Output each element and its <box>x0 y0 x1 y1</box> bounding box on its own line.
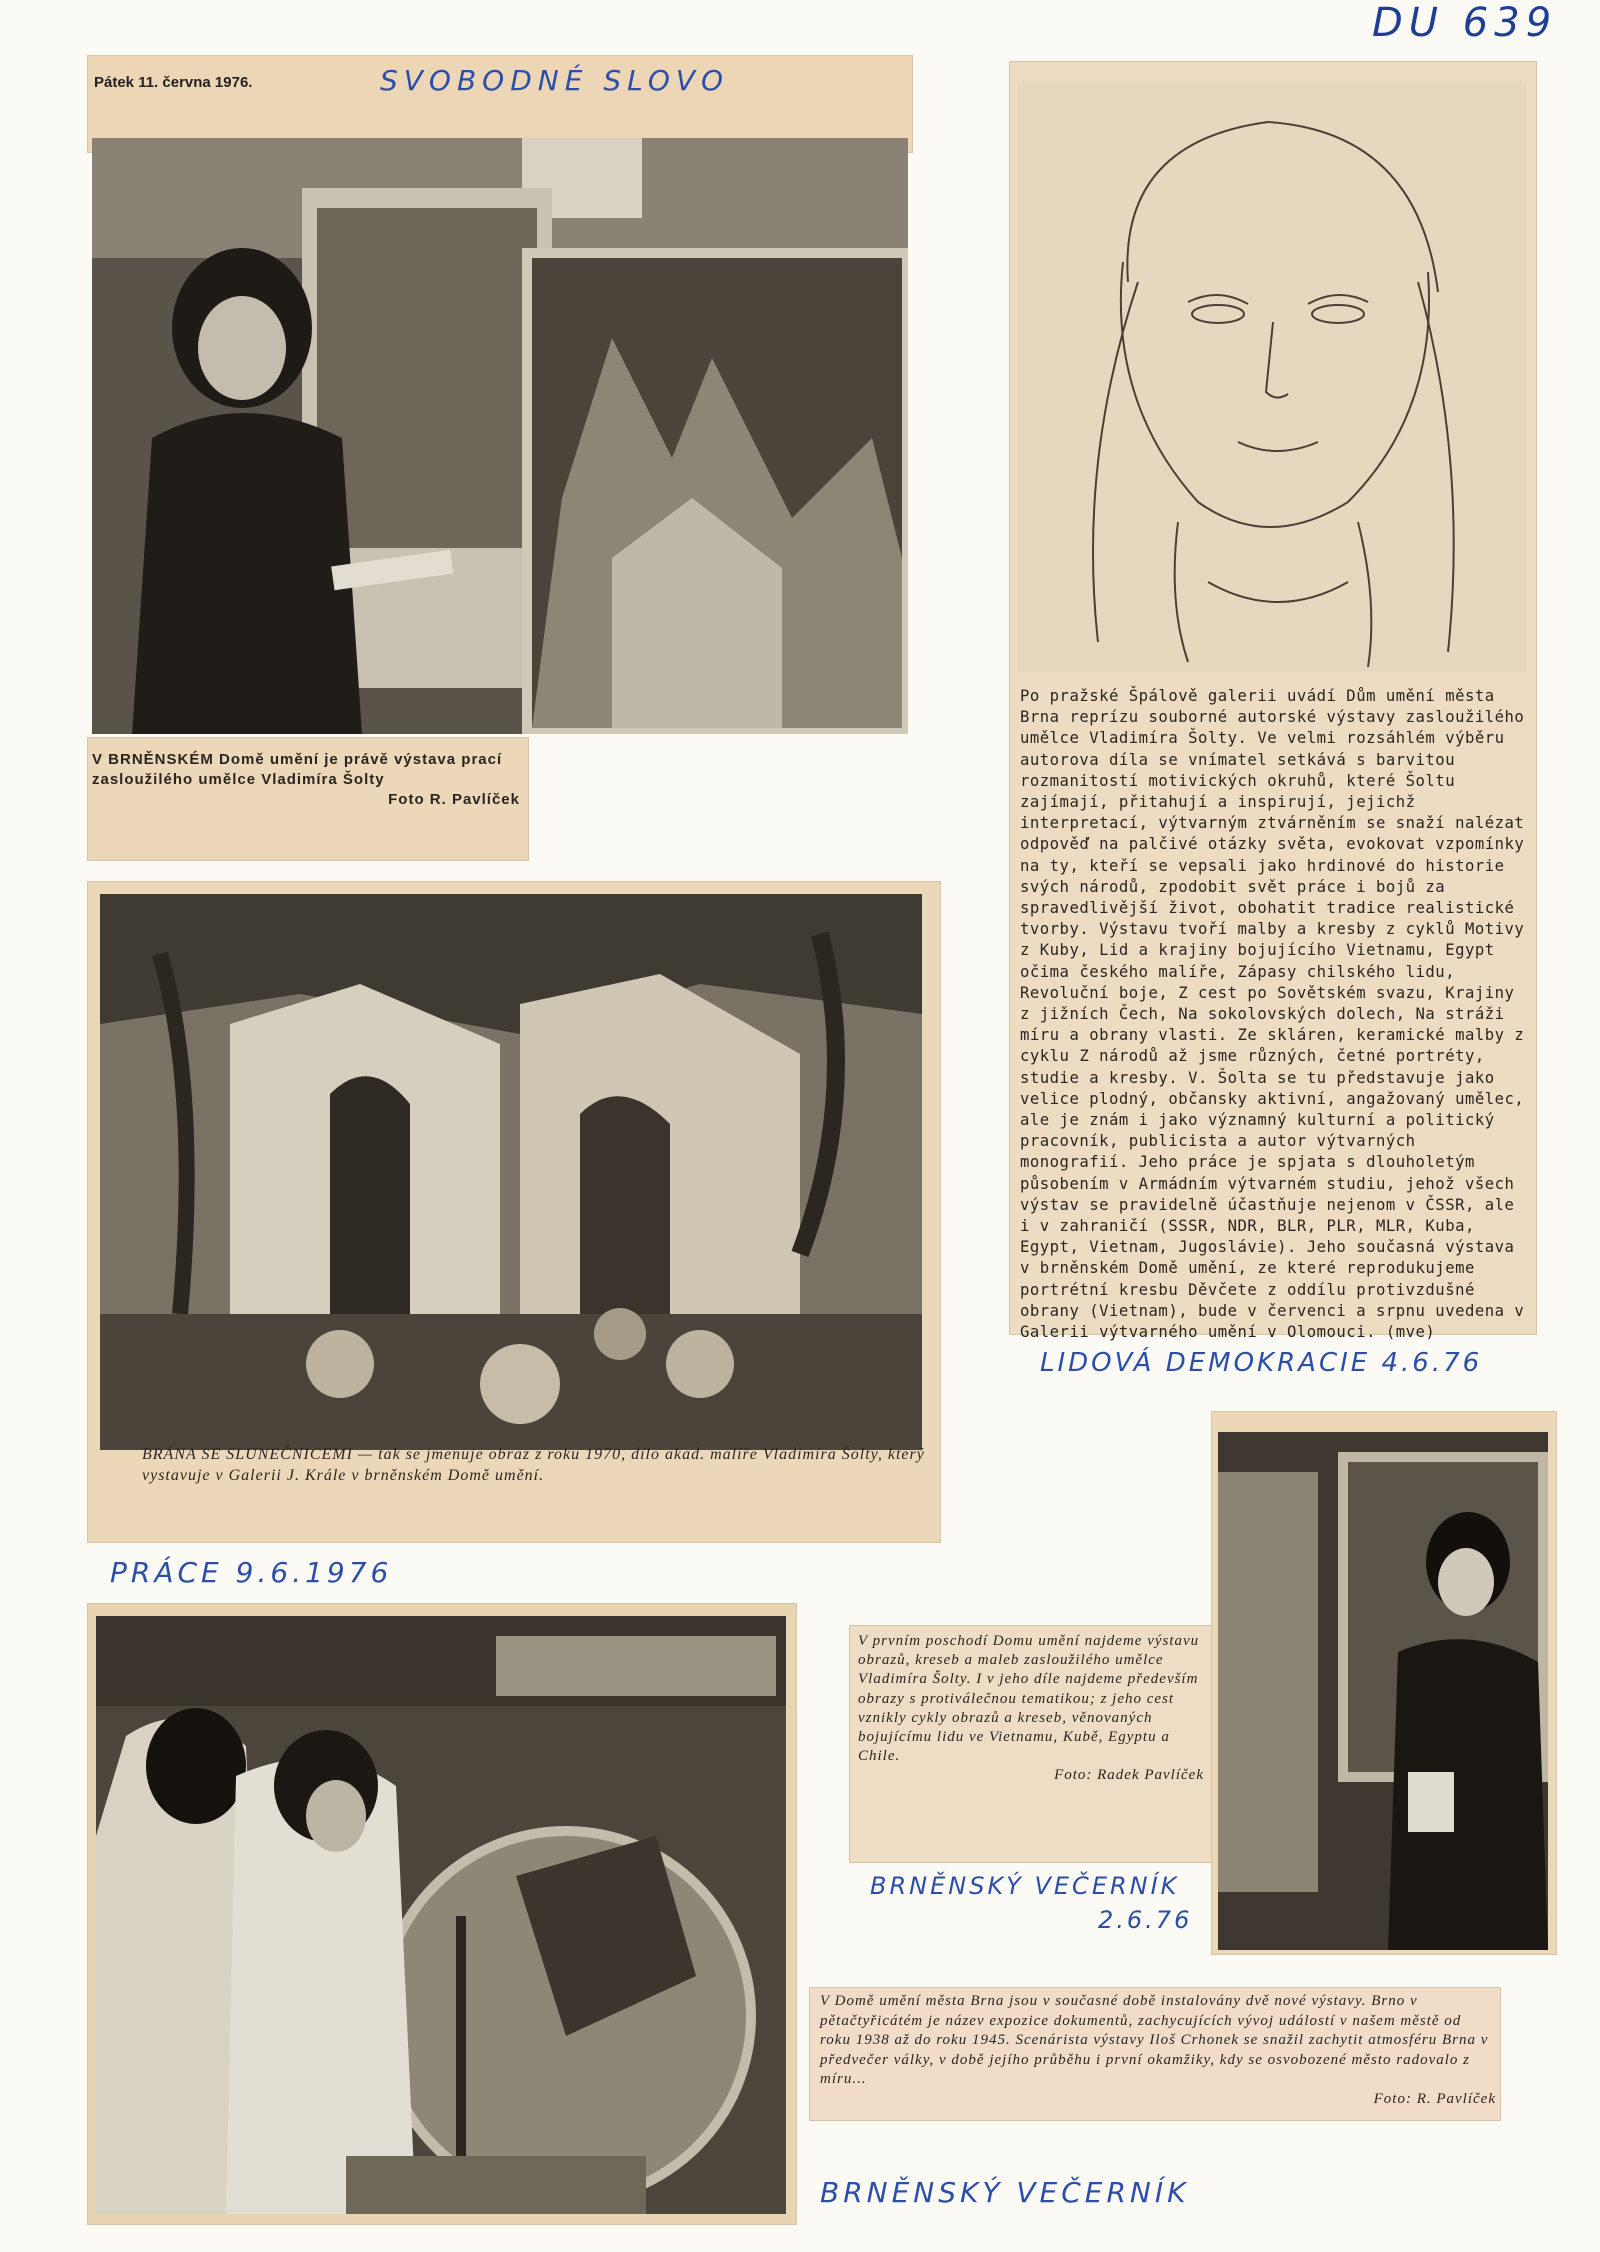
caption-text: V Domě umění města Brna jsou v současné době instalovány dvě nové výstavy. Brno v pětačtyřicátém je název expozice dokumentů, zachycujících vývoj událostí v našem městě od roku 1938 až do roku 1945. Scenárista výstavy Iloš Crhonek se snažil zachytit atmosféru Brna v předvečer války, v době jejího průběhu i první okamžiky, kdy se osvobozené město radovalo z míru... <box>820 1993 1489 2087</box>
source-label-prace: PRÁCE 9.6.1976 <box>110 1556 393 1589</box>
source-date-vecernik-1: 2.6.76 <box>1098 1906 1193 1934</box>
source-label-vecernik-1: BRNĚNSKÝ VEČERNÍK <box>870 1872 1180 1900</box>
photo-exhibition-woman <box>92 138 908 734</box>
drawing-portrait-girl <box>1018 82 1526 672</box>
caption-vecernik-2 <box>820 1992 1496 2109</box>
photo-woman-at-exhibition <box>1218 1432 1548 1950</box>
photo-credit: Foto R. Pavlíček <box>388 790 520 808</box>
photo-visitors-at-exhibition <box>96 1616 786 2214</box>
caption-text: V BRNĚNSKÉM Domě umění je právě výstava prací zasloužilého umělce Vladimíra Šolty <box>92 751 503 788</box>
source-label-vecernik-2: BRNĚNSKÝ VEČERNÍK <box>820 2176 1190 2209</box>
caption-vecernik-1 <box>858 1632 1204 1786</box>
caption-svobodne-slovo <box>92 750 520 809</box>
source-label-lidova-demokracie: LIDOVÁ DEMOKRACIE 4.6.76 <box>1040 1348 1483 1378</box>
photo-credit: Foto: R. Pavlíček <box>1373 2090 1496 2107</box>
source-label-svobodne-slovo: SVOBODNÉ SLOVO <box>380 64 730 97</box>
article-lidova-demokracie: Po pražské Špálově galerii uvádí Dům umění města Brna reprízu souborné autorské výstavy zasloužilého umělce Vladimíra Šolty. Ve velmi rozsáhlém výběru autorova díla se vnímatel setkává s barvitou rozmanitostí motivických okruhů, které Šoltu zajímají, přitahují a inspirují, jejichž interpretací, výtvarným ztvárněním se snaží nalézat odpověď na palčivé otázky světa, evokovat vzpomínky na ty, kteří se vepsali jako hrdinové do historie svých národů, zpodobit svět práce i bojů za spravedlivější život, obohatit tradice realistické tvorby. Výstavu tvoří malby a kresby z cyklů Motivy z Kuby, Lid a krajiny bojujícího Vietnamu, Egypt očima českého malíře, Zápasy chilského lidu, Revoluční boje, Z cest po Sovětském svazu, Krajiny z jižních Čech, Na sokolovských dolech, Na stráži míru a obrany vlasti. Ze skláren, keramické malby z cyklu Z národů až jsme různých, četné portréty, studie a kresby. V. Šolta se tu představuje jako velice plodný, občansky aktivní, angažovaný umělec, ale je znám i jako významný kulturní a politický pracovník, publicista a autor výtvarných monografií. Jeho práce je spjata s dlouholetým působením v Armádním výtvarném studiu, jehož všech výstav se pravidelně účastňuje nejenom v ČSSR, ale i v zahraničí (SSSR, NDR, BLR, PLR, MLR, Kuba, Egypt, Vietnam, Jugoslávie). Jeho současná výstava v brněnském Domě umění, ze které reprodukujeme portrétní kresbu Děvčete z oddílu protivzdušné obrany (Vietnam), bude v červenci a srpnu uvedena v Galerii výtvarného umění v Olomouci. (mve) <box>1020 687 1525 1342</box>
caption-prace: BRÁNA SE SLUNEČNICEMI — tak se jmenuje obraz z roku 1970, dílo akad. malíře Vladimíra Šolty, který vystavuje v Galerii J. Krále v brněnském Domě umění. <box>142 1446 925 1485</box>
caption-text: V prvním poschodí Domu umění najdeme výstavu obrazů, kreseb a maleb zasloužilého umělce Vladimíra Šolty. I v jeho díle najdeme především obrazy s protiválečnou tematikou; z jeho cest vznikly cykly obrazů a kreseb, věnovaných bojujícímu lidu ve Vietnamu, Kubě, Egyptu a Chile. <box>858 1633 1200 1765</box>
masthead-date: Pátek 11. června 1976. <box>94 74 253 91</box>
photo-credit: Foto: Radek Pavlíček <box>1054 1767 1204 1784</box>
painting-gate-with-sunflowers <box>100 894 922 1450</box>
archive-id: DU 639 <box>1372 0 1558 46</box>
